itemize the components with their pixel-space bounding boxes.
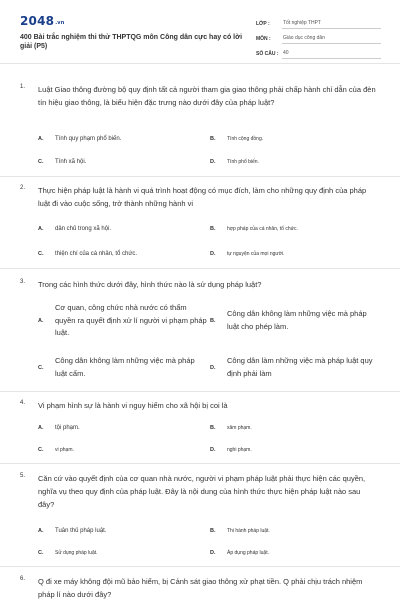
option-text: nghi phạm. — [227, 447, 252, 453]
option-d[interactable] — [210, 549, 269, 557]
question-text: Thực hiện pháp luật là hành vi quá trình hoạt động có mục đích, làm cho những quy định của pháp luật đi vào cuộc sống, trở thành những hành vi — [38, 186, 367, 208]
option-letter: A. — [38, 136, 44, 142]
meta-label: MÔN : — [256, 36, 271, 42]
question-divider — [0, 268, 400, 269]
option-a[interactable] — [38, 302, 207, 340]
option-letter: B. — [210, 425, 216, 431]
meta-row-class — [256, 14, 381, 29]
option-c[interactable] — [38, 158, 86, 166]
option-letter: C. — [38, 159, 44, 165]
option-letter: B. — [210, 136, 216, 142]
question-number: 5. — [20, 473, 26, 479]
question-divider — [0, 391, 400, 392]
option-text: Tính phổ biến. — [227, 159, 259, 165]
meta-value: 40 — [282, 50, 381, 59]
option-text: Công dân không làm những việc mà pháp luật cấm. — [55, 356, 195, 378]
option-text: Cơ quan, công chức nhà nước có thẩm quyền ra quyết định xử lí người vi phạm pháp luật. — [55, 303, 207, 337]
option-letter: C. — [38, 447, 44, 453]
option-text: Tính cộng đồng. — [227, 136, 264, 142]
question-text: Trong các hình thức dưới đây, hình thức nào là sử dụng pháp luật? — [38, 280, 262, 289]
option-text: vi phạm. — [55, 447, 74, 453]
option-b[interactable] — [210, 135, 263, 143]
page-header — [0, 0, 400, 60]
meta-value: Tốt nghiệp THPT — [282, 20, 381, 29]
question-number: 2. — [20, 185, 26, 191]
option-d[interactable] — [210, 446, 252, 454]
option-c[interactable] — [38, 355, 207, 380]
option-letter: C. — [38, 251, 44, 257]
option-b[interactable] — [210, 527, 270, 535]
option-text: tội phạm. — [55, 425, 80, 431]
option-text: Tính xã hội. — [55, 159, 87, 165]
meta-row-question-count — [256, 44, 381, 59]
option-a[interactable] — [38, 225, 111, 233]
option-letter: C. — [38, 364, 44, 371]
option-text: Áp dụng pháp luật. — [227, 550, 269, 556]
option-text: Công dân không làm những việc mà pháp luật cho phép làm. — [227, 309, 367, 331]
option-c[interactable] — [38, 446, 74, 454]
question-text: Luật Giao thông đường bộ quy định tất cả người tham gia giao thông phải chấp hành chỉ dẫn của đèn tín hiệu giao thông, là biểu hiện đặc trưng nào dưới đây của pháp luật? — [38, 85, 376, 107]
option-a[interactable] — [38, 424, 80, 432]
header-divider — [0, 63, 400, 64]
option-b[interactable] — [210, 308, 377, 333]
question-divider — [0, 176, 400, 177]
option-b[interactable] — [210, 225, 298, 233]
question-divider — [0, 463, 400, 464]
document-meta — [256, 14, 381, 59]
option-letter: C. — [38, 550, 44, 556]
option-letter: A. — [38, 226, 44, 232]
option-letter: B. — [210, 317, 216, 324]
option-letter: A. — [38, 528, 44, 534]
question-number: 1. — [20, 84, 26, 90]
option-d[interactable] — [210, 158, 259, 166]
option-letter: D. — [210, 364, 216, 371]
meta-value: Giáo dục công dân — [282, 35, 381, 44]
option-letter: D. — [210, 159, 216, 165]
site-logo[interactable] — [20, 14, 65, 28]
option-text: xâm phạm. — [227, 425, 252, 431]
question-text: Căn cứ vào quyết định của cơ quan nhà nước, người vi phạm pháp luật phải thực hiện các quyền, nghĩa vụ theo quy định của pháp luật. Đây là nội dung của hình thức thực hiện pháp luật nào sau đây? — [38, 474, 366, 509]
question-number: 3. — [20, 279, 26, 285]
option-b[interactable] — [210, 424, 252, 432]
document-title: 400 Bài trắc nghiệm thi thử THPTQG môn Công dân cực hay có lời giải (P5) — [20, 34, 243, 50]
option-letter: B. — [210, 226, 216, 232]
meta-label: SỐ CÂU : — [256, 51, 279, 57]
option-d[interactable] — [210, 250, 285, 258]
logo-suffix: .vn — [55, 20, 65, 26]
option-c[interactable] — [38, 250, 137, 258]
option-text: dân chủ trong xã hội. — [55, 226, 112, 232]
option-letter: D. — [210, 251, 216, 257]
option-text: hợp pháp của cá nhân, tổ chức. — [227, 226, 298, 232]
option-a[interactable] — [38, 135, 121, 143]
option-text: Công dân làm những việc mà pháp luật quy định phải làm — [227, 356, 373, 378]
option-text: Tuân thủ pháp luật. — [55, 528, 107, 534]
question-text: Q đi xe máy không đội mũ bảo hiểm, bị Cảnh sát giao thông xử phạt tiền. Q phải chịu trách nhiệm pháp lí nào dưới đây? — [38, 577, 363, 599]
option-letter: A. — [38, 317, 44, 324]
option-letter: B. — [210, 528, 216, 534]
question-number: 6. — [20, 576, 26, 582]
option-d[interactable] — [210, 355, 377, 380]
meta-row-subject — [256, 29, 381, 44]
option-text: Sử dụng pháp luật. — [55, 550, 98, 556]
option-text: thiện chí của cá nhân, tổ chức. — [55, 251, 138, 257]
question-divider — [0, 566, 400, 567]
meta-label: LỚP : — [256, 21, 270, 27]
option-letter: D. — [210, 447, 216, 453]
option-text: Thi hành pháp luật. — [227, 528, 270, 534]
option-c[interactable] — [38, 549, 98, 557]
question-text: Vi phạm hình sự là hành vi nguy hiểm cho xã hội bị coi là — [38, 401, 228, 410]
option-letter: A. — [38, 425, 44, 431]
option-letter: D. — [210, 550, 216, 556]
option-text: tự nguyện của mọi người. — [227, 251, 285, 257]
logo-text: 2048 — [20, 14, 55, 28]
question-number: 4. — [20, 400, 26, 406]
option-text: Tính quy phạm phổ biến. — [55, 136, 122, 142]
option-a[interactable] — [38, 527, 106, 535]
